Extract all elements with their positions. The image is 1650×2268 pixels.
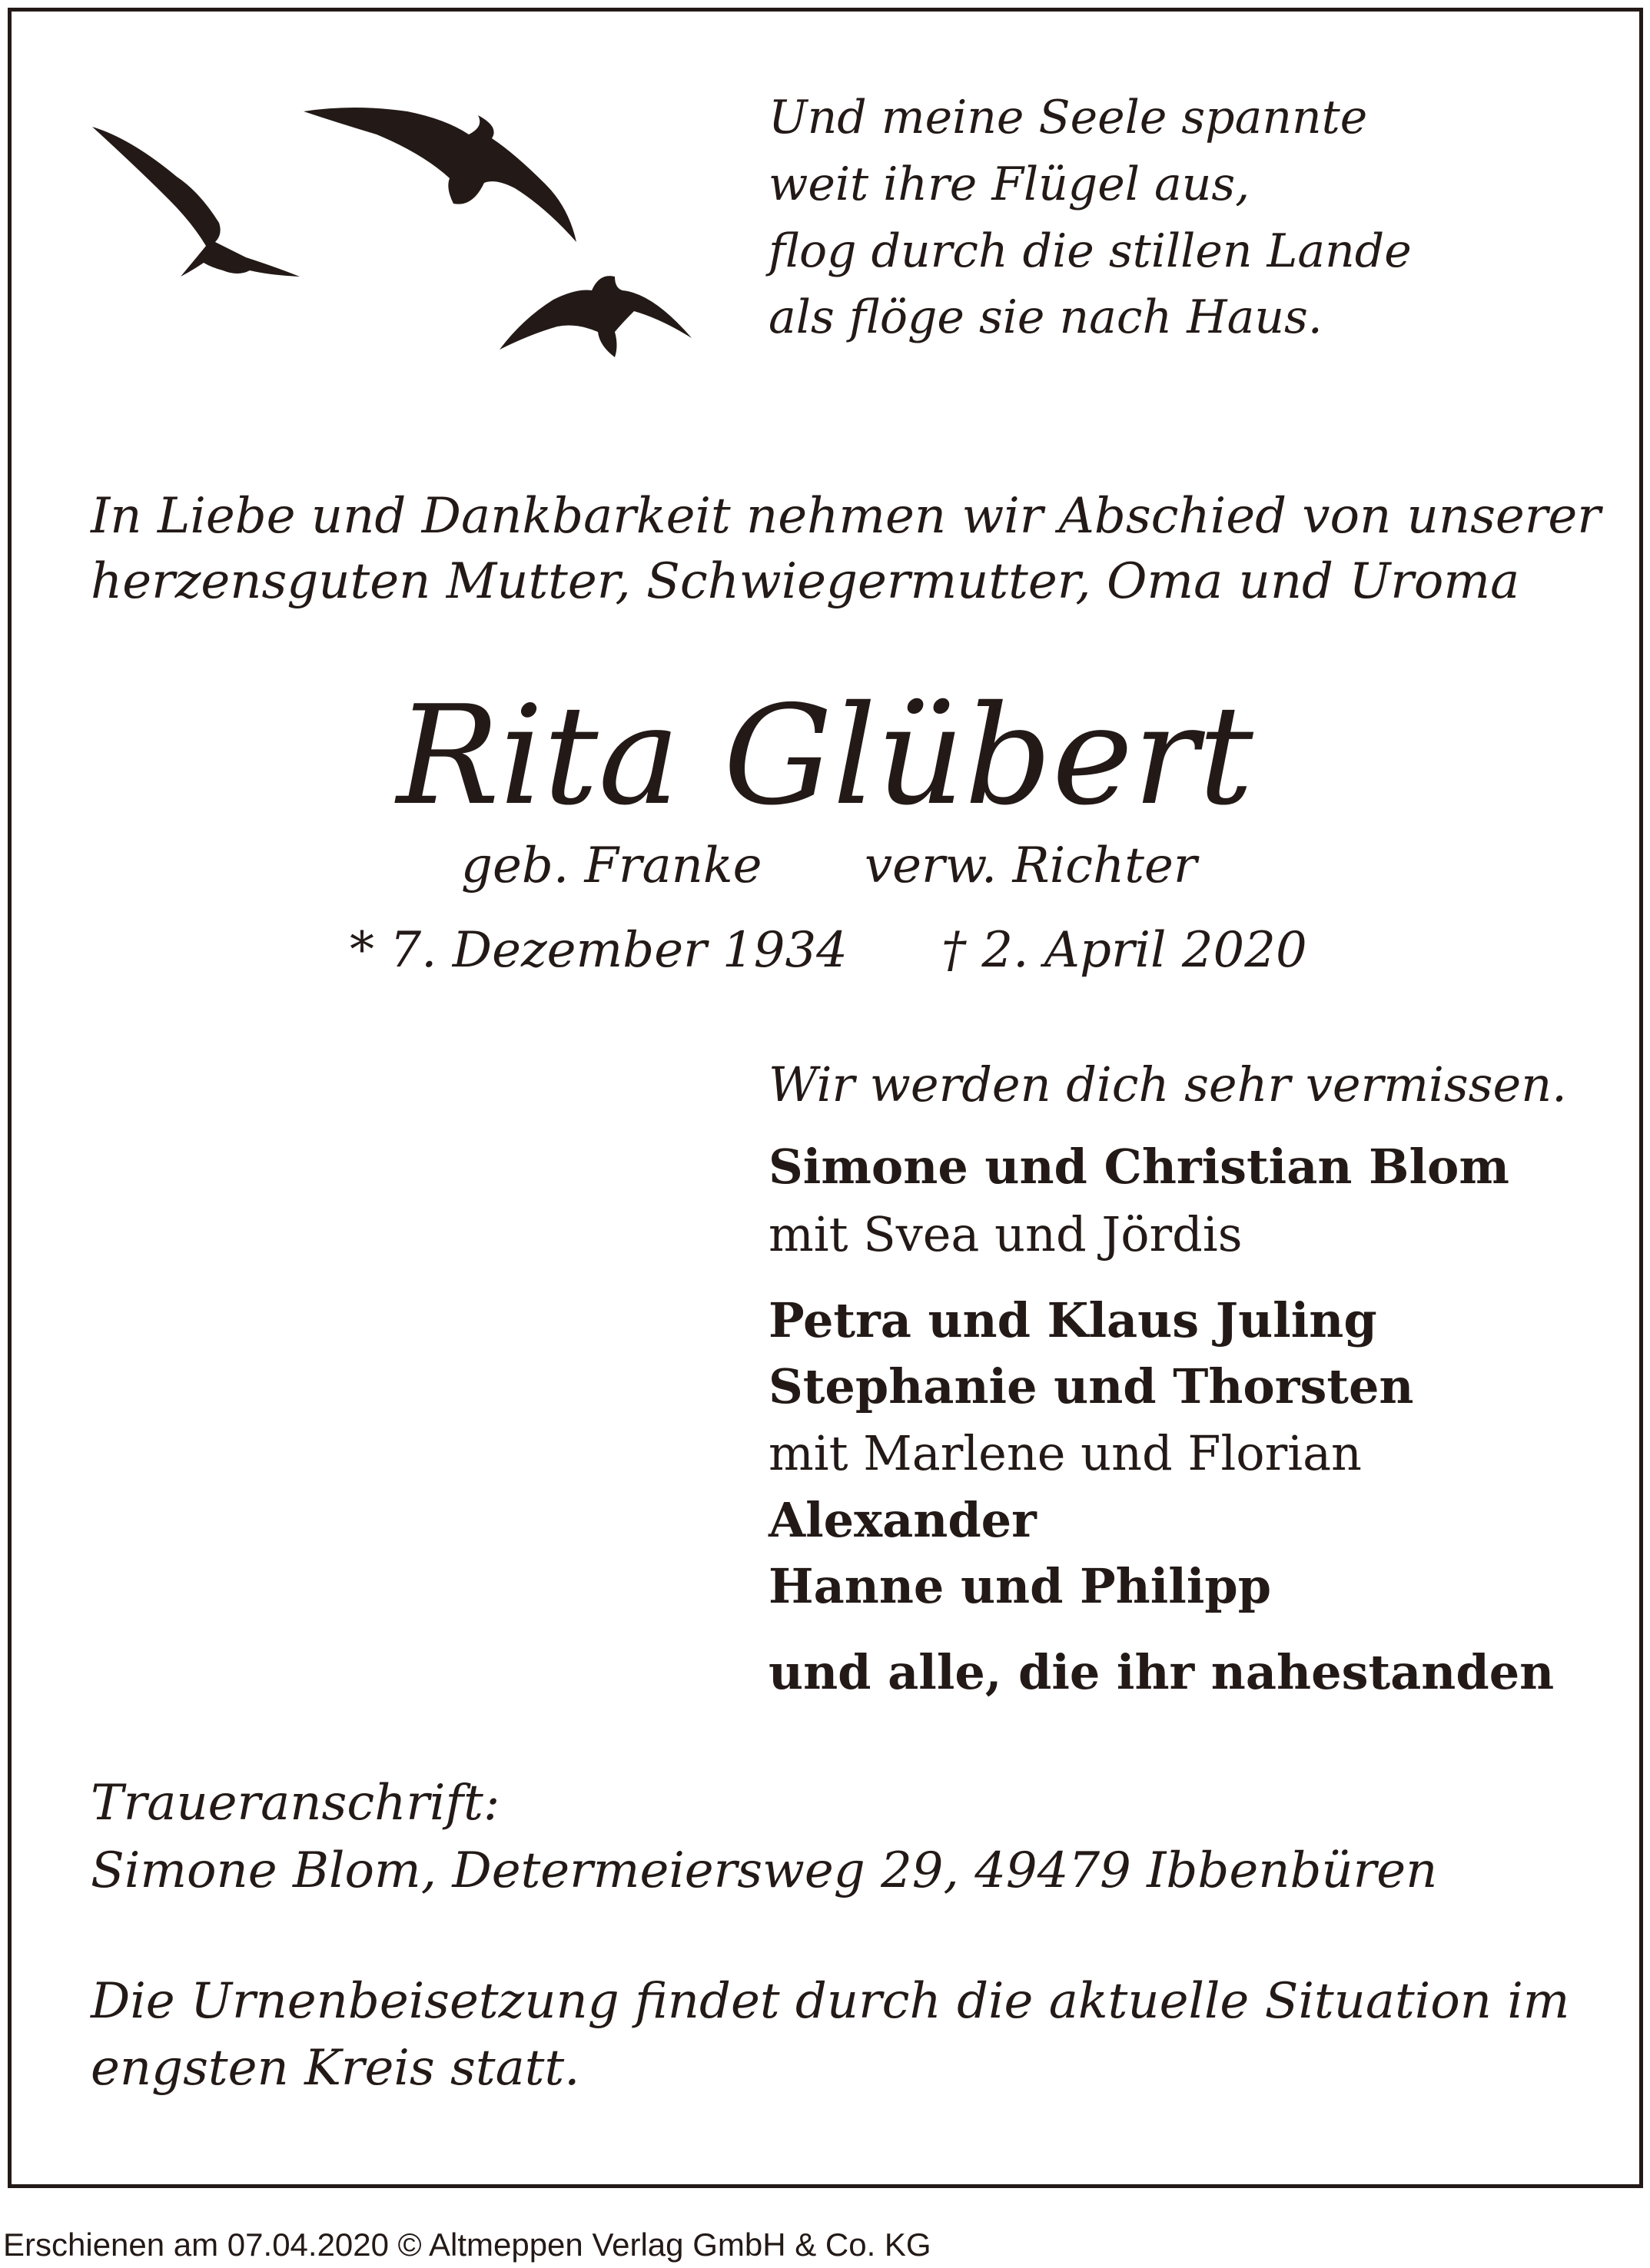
widowed-name: verw. Richter [865,837,1197,894]
mourner-name: Hanne und Philipp [769,1558,1272,1614]
mourner-name: Stephanie und Thorsten [769,1358,1414,1414]
address: Simone Blom, Determeiersweg 29, 49479 Ibbenbüren [91,1842,1438,1899]
death-date: † 2. April 2020 [941,922,1307,979]
intro-line: herzensguten Mutter, Schwiegermutter, Oma und Uroma [91,553,1520,610]
address-label: Traueranschrift: [91,1775,500,1832]
mourner-name: Alexander [769,1492,1037,1548]
intro-line: In Liebe und Dankbarkeit nehmen wir Abschied von unserer [91,488,1601,545]
poem-line: Und meine Seele spannte [769,91,1368,144]
deceased-name: Rita Glübert [397,676,1253,835]
mourners-message: Wir werden dich sehr vermissen. [769,1056,1567,1112]
birth-date: * 7. Dezember 1934 [350,922,848,979]
poem-line: flog durch die stillen Lande [769,224,1412,278]
mourner-children: mit Marlene und Florian [769,1425,1362,1481]
mourner-name: Petra und Klaus Juling [769,1292,1377,1348]
mourner-name: und alle, die ihr nahestanden [769,1644,1555,1700]
maiden-name: geb. Franke [461,837,762,894]
publication-credit: Erschienen am 07.04.2020 © Altmeppen Verlag GmbH & Co. KG [3,2227,931,2263]
mourner-children: mit Svea und Jördis [769,1206,1243,1262]
mourner-name: Simone und Christian Blom [769,1139,1509,1195]
note-line: Die Urnenbeisetzung findet durch die aktuelle Situation im [91,1973,1570,2030]
birds-illustration [85,92,699,376]
note-line: engsten Kreis statt. [91,2040,580,2097]
poem-line: weit ihre Flügel aus, [769,158,1250,211]
bird-icon [92,127,300,277]
poem-line: als flöge sie nach Haus. [769,290,1323,344]
bird-icon [500,276,692,357]
bird-icon [304,108,576,242]
